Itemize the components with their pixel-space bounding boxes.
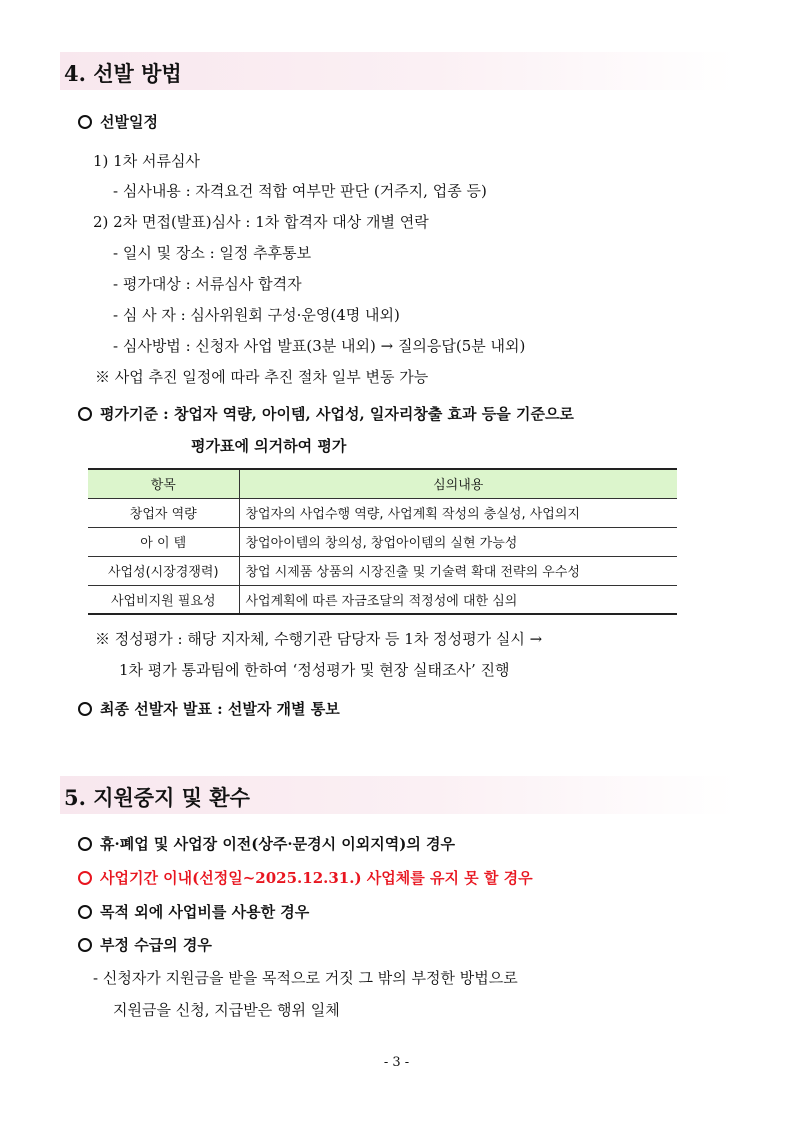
schedule-bullet: 선발일정: [78, 111, 158, 132]
s5-bullet-period: 사업기간 이내(선정일~2025.12.31.) 사업체를 유지 못 할 경우: [78, 867, 533, 888]
step2-detail-4: - 심사방법 : 신청자 사업 발표(3분 내외) → 질의응답(5분 내외): [113, 337, 526, 355]
section-4-title: 4. 선발 방법: [64, 61, 182, 86]
circle-bullet-icon: [78, 115, 92, 129]
table-cell-content: 창업 시제품 상품의 시장진출 및 기술력 확대 전략의 우수성: [239, 556, 677, 585]
table-cell-content: 창업자의 사업수행 역량, 사업계획 작성의 충실성, 사업의지: [239, 498, 677, 527]
step1-line: 1) 1차 서류심사: [93, 152, 200, 170]
table-cell-item: 사업성(시장경쟁력): [88, 556, 239, 585]
section-4-header: [60, 52, 736, 90]
table-cell-content: 창업아이템의 창의성, 창업아이템의 실현 가능성: [239, 527, 677, 556]
qualitative-note-line1: ※ 정성평가 : 해당 지자체, 수행기관 담당자 등 1차 정성평가 실시 →: [95, 630, 543, 648]
s5-bullet-misuse: 목적 외에 사업비를 사용한 경우: [78, 901, 309, 922]
table-header-row: [88, 469, 677, 498]
table-row: [88, 585, 677, 614]
final-bullet: 최종 선발자 발표 : 선발자 개별 통보: [78, 698, 340, 719]
table-row: [88, 527, 677, 556]
page-number: - 3 -: [383, 1055, 410, 1070]
table-cell-content: 사업계획에 따른 자금조달의 적정성에 대한 심의: [239, 585, 677, 614]
section-5-header: [60, 776, 736, 814]
step2-detail-3: - 심 사 자 : 심사위원회 구성·운영(4명 내외): [113, 306, 400, 324]
circle-bullet-icon: [78, 407, 92, 421]
table-header-content: 심의내용: [239, 469, 677, 498]
step1-detail: - 심사내용 : 자격요건 적합 여부만 판단 (거주지, 업종 등): [113, 182, 487, 200]
circle-bullet-icon: [78, 938, 92, 952]
step2-detail-1: - 일시 및 장소 : 일정 추후통보: [113, 244, 312, 262]
fraud-detail-line2: 지원금을 신청, 지급받은 행위 일체: [113, 1001, 340, 1019]
evaluation-table: [88, 468, 677, 615]
circle-bullet-icon: [78, 871, 92, 885]
schedule-note: ※ 사업 추진 일정에 따라 추진 절차 일부 변동 가능: [95, 368, 429, 386]
qualitative-note-line2: 1차 평가 통과팀에 한하여 ‘정성평가 및 현장 실태조사’ 진행: [119, 661, 510, 679]
criteria-bullet: 평가기준 : 창업자 역량, 아이템, 사업성, 일자리창출 효과 등을 기준으로: [78, 403, 574, 424]
table-cell-item: 사업비지원 필요성: [88, 585, 239, 614]
table-row: [88, 498, 677, 527]
criteria-bullet-cont: 평가표에 의거하여 평가: [191, 437, 347, 455]
table-row: [88, 556, 677, 585]
step2-line: 2) 2차 면접(발표)심사 : 1차 합격자 대상 개별 연락: [93, 213, 429, 231]
section-5-title: 5. 지원중지 및 환수: [64, 785, 250, 810]
s5-bullet-closure: 휴·폐업 및 사업장 이전(상주·문경시 이외지역)의 경우: [78, 833, 455, 854]
circle-bullet-icon: [78, 905, 92, 919]
step2-detail-2: - 평가대상 : 서류심사 합격자: [113, 275, 302, 293]
table-header-item: 항목: [88, 469, 239, 498]
circle-bullet-icon: [78, 837, 92, 851]
table-cell-item: 창업자 역량: [88, 498, 239, 527]
circle-bullet-icon: [78, 702, 92, 716]
s5-bullet-fraud: 부정 수급의 경우: [78, 934, 212, 955]
table-cell-item: 아 이 템: [88, 527, 239, 556]
fraud-detail-line1: - 신청자가 지원금을 받을 목적으로 거짓 그 밖의 부정한 방법으로: [93, 969, 518, 987]
